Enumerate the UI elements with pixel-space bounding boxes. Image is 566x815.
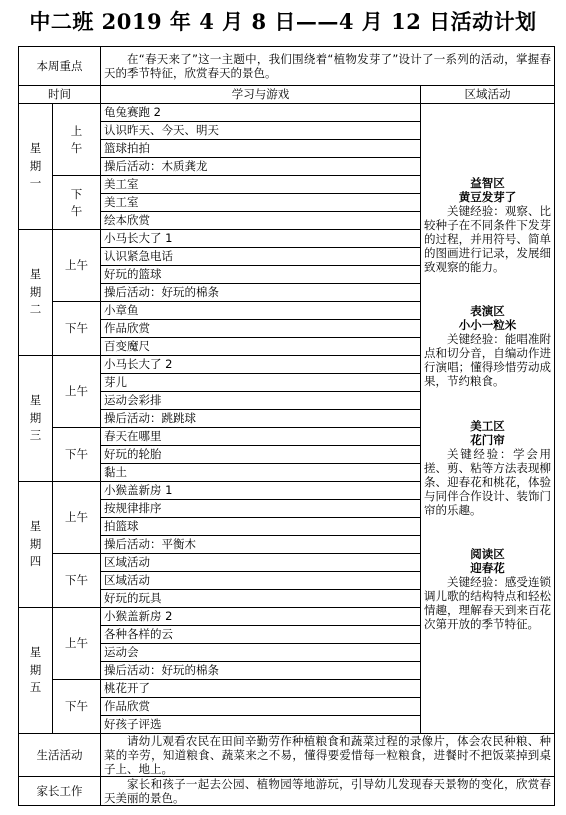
day-label-char: 期 <box>29 410 42 425</box>
area-experience: 关键经验：观察、比较种子在不同条件下发芽的过程，并用符号、简单的图画进行记录，发展细致观察的能力。 <box>424 204 552 275</box>
activity-item: 桃花开了 <box>101 680 421 698</box>
activity-item: 百变魔尺 <box>101 338 421 356</box>
period-label-text: 上午 <box>65 636 88 651</box>
area-zone: 益智区 <box>470 176 505 191</box>
header-time: 时间 <box>19 86 101 104</box>
activity-item: 按规律排序 <box>101 500 421 518</box>
day-label-char: 期 <box>29 158 42 173</box>
period-label-text: 上午 <box>65 510 88 525</box>
activity-item: 操后活动：平衡木 <box>101 536 421 554</box>
day-label-char: 五 <box>29 680 42 695</box>
period-label <box>53 554 101 608</box>
activity-item: 好孩子评选 <box>101 716 421 734</box>
parent-row <box>19 777 555 806</box>
day-label-char: 二 <box>29 302 42 317</box>
day-label-char: 星 <box>29 644 42 659</box>
activity-item: 区域活动 <box>101 554 421 572</box>
activity-item: 小马长大了 2 <box>101 356 421 374</box>
activity-item: 美工室 <box>101 176 421 194</box>
activity-item: 绘本欣赏 <box>101 212 421 230</box>
life-text: 请幼儿观看农民在田间辛勤劳作种植粮食和蔬菜过程的录像片，体会农民种粮、种菜的辛劳，知道粮食、蔬菜来之不易，懂得要爱惜每一粒粮食，进餐时不把饭菜掉到桌子上、地上。 <box>101 734 555 777</box>
period-label <box>53 176 101 230</box>
header-area: 区域活动 <box>421 86 555 104</box>
area-block <box>424 419 551 517</box>
day-label-char: 期 <box>29 536 42 551</box>
area-title: 迎春花 <box>470 560 505 575</box>
area-title: 黄豆发芽了 <box>458 190 517 205</box>
period-label-text: 下午 <box>65 447 88 462</box>
activity-item: 好玩的篮球 <box>101 266 421 284</box>
period-label <box>53 104 101 176</box>
page-title: 中二班 2019 年 4 月 8 日——4 月 12 日活动计划 <box>29 9 537 34</box>
area-title: 小小一粒米 <box>458 318 517 333</box>
period-label-text: 下午 <box>65 573 88 588</box>
area-zone: 美工区 <box>470 418 505 433</box>
activity-item: 美工室 <box>101 194 421 212</box>
day-label-char: 一 <box>29 176 42 191</box>
activity-item: 操后活动：好玩的棉条 <box>101 662 421 680</box>
focus-label: 本周重点 <box>19 47 101 86</box>
day-label-char: 星 <box>29 518 42 533</box>
period-label <box>53 428 101 482</box>
activity-item: 小马长大了 1 <box>101 230 421 248</box>
period-label-text: 下午 <box>65 699 88 714</box>
period-label-text: 午 <box>70 203 83 218</box>
day-label-char: 三 <box>29 428 42 443</box>
day-label-char: 星 <box>29 266 42 281</box>
activity-item: 小猴盖新房 2 <box>101 608 421 626</box>
period-label-text: 上午 <box>65 258 88 273</box>
activity-item: 操后活动：好玩的棉条 <box>101 284 421 302</box>
period-label-text: 上 <box>70 124 83 139</box>
activity-item: 运动会 <box>101 644 421 662</box>
period-label <box>53 230 101 302</box>
activity-item: 好玩的轮胎 <box>101 446 421 464</box>
activity-item: 认识昨天、今天、明天 <box>101 122 421 140</box>
period-label-text: 上午 <box>65 384 88 399</box>
day-label <box>19 608 53 734</box>
focus-row <box>19 47 555 86</box>
day-label <box>19 230 53 356</box>
activity-item: 龟兔赛跑 2 <box>101 104 421 122</box>
activity-item: 操后活动：跳跳球 <box>101 410 421 428</box>
period-label <box>53 356 101 428</box>
area-experience: 关键经验：学会用搓、剪、粘等方法表现柳条、迎春花和桃花，体验与同伴合作设计、装饰门帘的乐趣。 <box>424 446 552 517</box>
activity-item: 拍篮球 <box>101 518 421 536</box>
life-label: 生活活动 <box>19 734 101 777</box>
day-label-char: 四 <box>29 554 42 569</box>
area-experience: 关键经验：能唱准附点和切分音，自编动作进行演唱；懂得珍惜劳动成果，节约粮食。 <box>424 332 552 389</box>
day-label <box>19 356 53 482</box>
area-zone: 表演区 <box>470 304 505 319</box>
area-zone: 阅读区 <box>470 546 505 561</box>
activity-item: 好玩的玩具 <box>101 590 421 608</box>
area-block <box>424 547 551 631</box>
activity-item: 芽儿 <box>101 374 421 392</box>
area-activities <box>421 104 555 734</box>
day-label-char: 期 <box>29 284 42 299</box>
header-study: 学习与游戏 <box>101 86 421 104</box>
activity-plan-table <box>18 46 555 806</box>
focus-text: 在“春天来了”这一主题中，我们围绕着“植物发芽了”设计了一系列的活动，掌握春天的季节特征，欣赏春天的景色。 <box>101 47 555 86</box>
life-row <box>19 734 555 777</box>
day-label-char: 星 <box>29 392 42 407</box>
parent-text: 家长和孩子一起去公园、植物园等地游玩，引导幼儿发现春天景物的变化，欣赏春天美丽的景色。 <box>101 777 555 806</box>
activity-item: 作品欣赏 <box>101 320 421 338</box>
period-label-text: 下午 <box>65 321 88 336</box>
activity-item: 小章鱼 <box>101 302 421 320</box>
parent-label: 家长工作 <box>19 777 101 806</box>
day-label <box>19 482 53 608</box>
activity-item: 运动会彩排 <box>101 392 421 410</box>
activity-item: 小猴盖新房 1 <box>101 482 421 500</box>
day-label-char: 星 <box>29 140 42 155</box>
period-label <box>53 482 101 554</box>
period-label <box>53 302 101 356</box>
period-label-text: 午 <box>70 140 83 155</box>
area-title: 花门帘 <box>470 432 505 447</box>
header-row <box>19 86 555 104</box>
activity-item: 认识紧急电话 <box>101 248 421 266</box>
day-label <box>19 104 53 230</box>
activity-item: 操后活动：木质龚龙 <box>101 158 421 176</box>
activity-item: 区域活动 <box>101 572 421 590</box>
area-block <box>424 176 551 274</box>
activity-item: 春天在哪里 <box>101 428 421 446</box>
day-label-char: 期 <box>29 662 42 677</box>
area-block <box>424 304 551 388</box>
activity-row <box>19 104 555 122</box>
activity-item: 黏土 <box>101 464 421 482</box>
activity-item: 篮球拍拍 <box>101 140 421 158</box>
period-label-text: 下 <box>70 187 83 202</box>
area-experience: 关键经验：感受连锁调儿歌的结构特点和轻松情趣，理解春天到来百花次第开放的季节特征。 <box>424 574 552 631</box>
period-label <box>53 680 101 734</box>
period-label <box>53 608 101 680</box>
activity-item: 作品欣赏 <box>101 698 421 716</box>
activity-item: 各种各样的云 <box>101 626 421 644</box>
